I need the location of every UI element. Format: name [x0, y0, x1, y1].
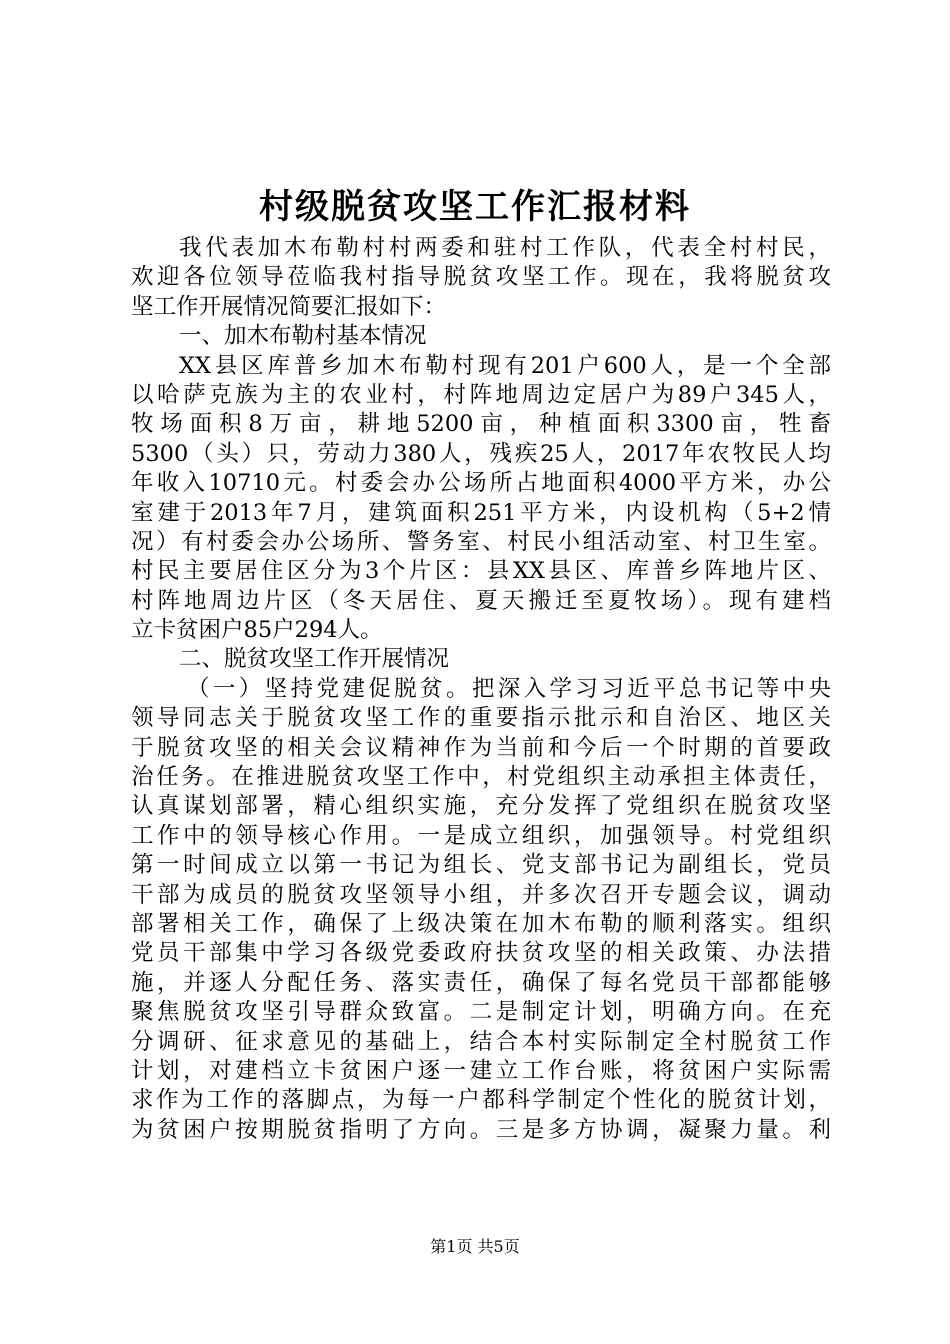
text-line: 工作中的领导核心作用。一是成立组织，加强领导。村党组织 — [131, 822, 831, 849]
text-line: 第一时间成立以第一书记为组长、党支部书记为副组长，党员 — [131, 852, 831, 879]
page-indicator: 第1页 共5页 — [430, 1237, 520, 1256]
text-line: 干部为成员的脱贫攻坚领导小组，并多次召开专题会议，调动 — [131, 881, 831, 908]
text-line: 村阵地周边片区（冬天居住、夏天搬迁至夏牧场）。现有建档 — [131, 587, 831, 614]
text-line: 室建于2013年7月，建筑面积251平方米，内设机构（5+2情 — [131, 499, 831, 526]
text-line: 认真谋划部署，精心组织实施，充分发挥了党组织在脱贫攻坚 — [131, 793, 831, 820]
text-line: 领导同志关于脱贫攻坚工作的重要指示批示和自治区、地区关 — [131, 705, 831, 732]
text-line: 治任务。在推进脱贫攻坚工作中，村党组织主动承担主体责任， — [131, 764, 831, 791]
text-line: 部署相关工作，确保了上级决策在加木布勒的顺利落实。组织 — [131, 910, 831, 937]
text-line: 为贫困户按期脱贫指明了方向。三是多方协调，凝聚力量。利 — [131, 1116, 831, 1143]
document-title: 村级脱贫攻坚工作汇报材料 — [259, 187, 691, 227]
text-line: 立卡贫困户85户294人。 — [131, 617, 383, 644]
text-line: （一）坚持党建促脱贫。把深入学习习近平总书记等中央 — [187, 675, 831, 702]
text-line: XX县区库普乡加木布勒村现有201户600人，是一个全部 — [179, 352, 831, 379]
text-line: 村民主要居住区分为3个片区：县XX县区、库普乡阵地片区、 — [131, 558, 831, 585]
text-line: 年收入10710元。村委会办公场所占地面积4000平方米，办公 — [131, 470, 831, 497]
text-line: 于脱贫攻坚的相关会议精神作为当前和今后一个时期的首要政 — [131, 734, 831, 761]
text-line: 一、加木布勒村基本情况 — [179, 323, 427, 350]
text-line: 计划，对建档立卡贫困户逐一建立工作台账，将贫困户实际需 — [131, 1057, 831, 1084]
text-line: 欢迎各位领导莅临我村指导脱贫攻坚工作。现在，我将脱贫攻 — [131, 264, 831, 291]
text-line: 施，并逐人分配任务、落实责任，确保了每名党员干部都能够 — [131, 969, 831, 996]
text-line: 况）有村委会办公场所、警务室、村民小组活动室、村卫生室。 — [131, 528, 831, 555]
document-body — [131, 234, 831, 1145]
text-line: 分调研、征求意见的基础上，结合本村实际制定全村脱贫工作 — [131, 1028, 831, 1055]
text-line: 坚工作开展情况简要汇报如下： — [131, 293, 447, 320]
text-line: 二、脱贫攻坚工作开展情况 — [179, 646, 450, 673]
text-line: 我代表加木布勒村村两委和驻村工作队，代表全村村民， — [179, 235, 831, 261]
text-line: 党员干部集中学习各级党委政府扶贫攻坚的相关政策、办法措 — [131, 940, 831, 967]
text-line: 以哈萨克族为主的农业村，村阵地周边定居户为89户345人， — [131, 381, 831, 408]
text-line: 求作为工作的落脚点，为每一户都科学制定个性化的脱贫计划， — [131, 1087, 831, 1114]
text-line: 牧场面积8万亩，耕地5200亩，种植面积3300亩，牲畜 — [131, 411, 831, 438]
text-line: 聚焦脱贫攻坚引导群众致富。二是制定计划，明确方向。在充 — [131, 999, 831, 1026]
text-line: 5300（头）只，劳动力380人，残疾25人，2017年农牧民人均 — [131, 440, 831, 467]
